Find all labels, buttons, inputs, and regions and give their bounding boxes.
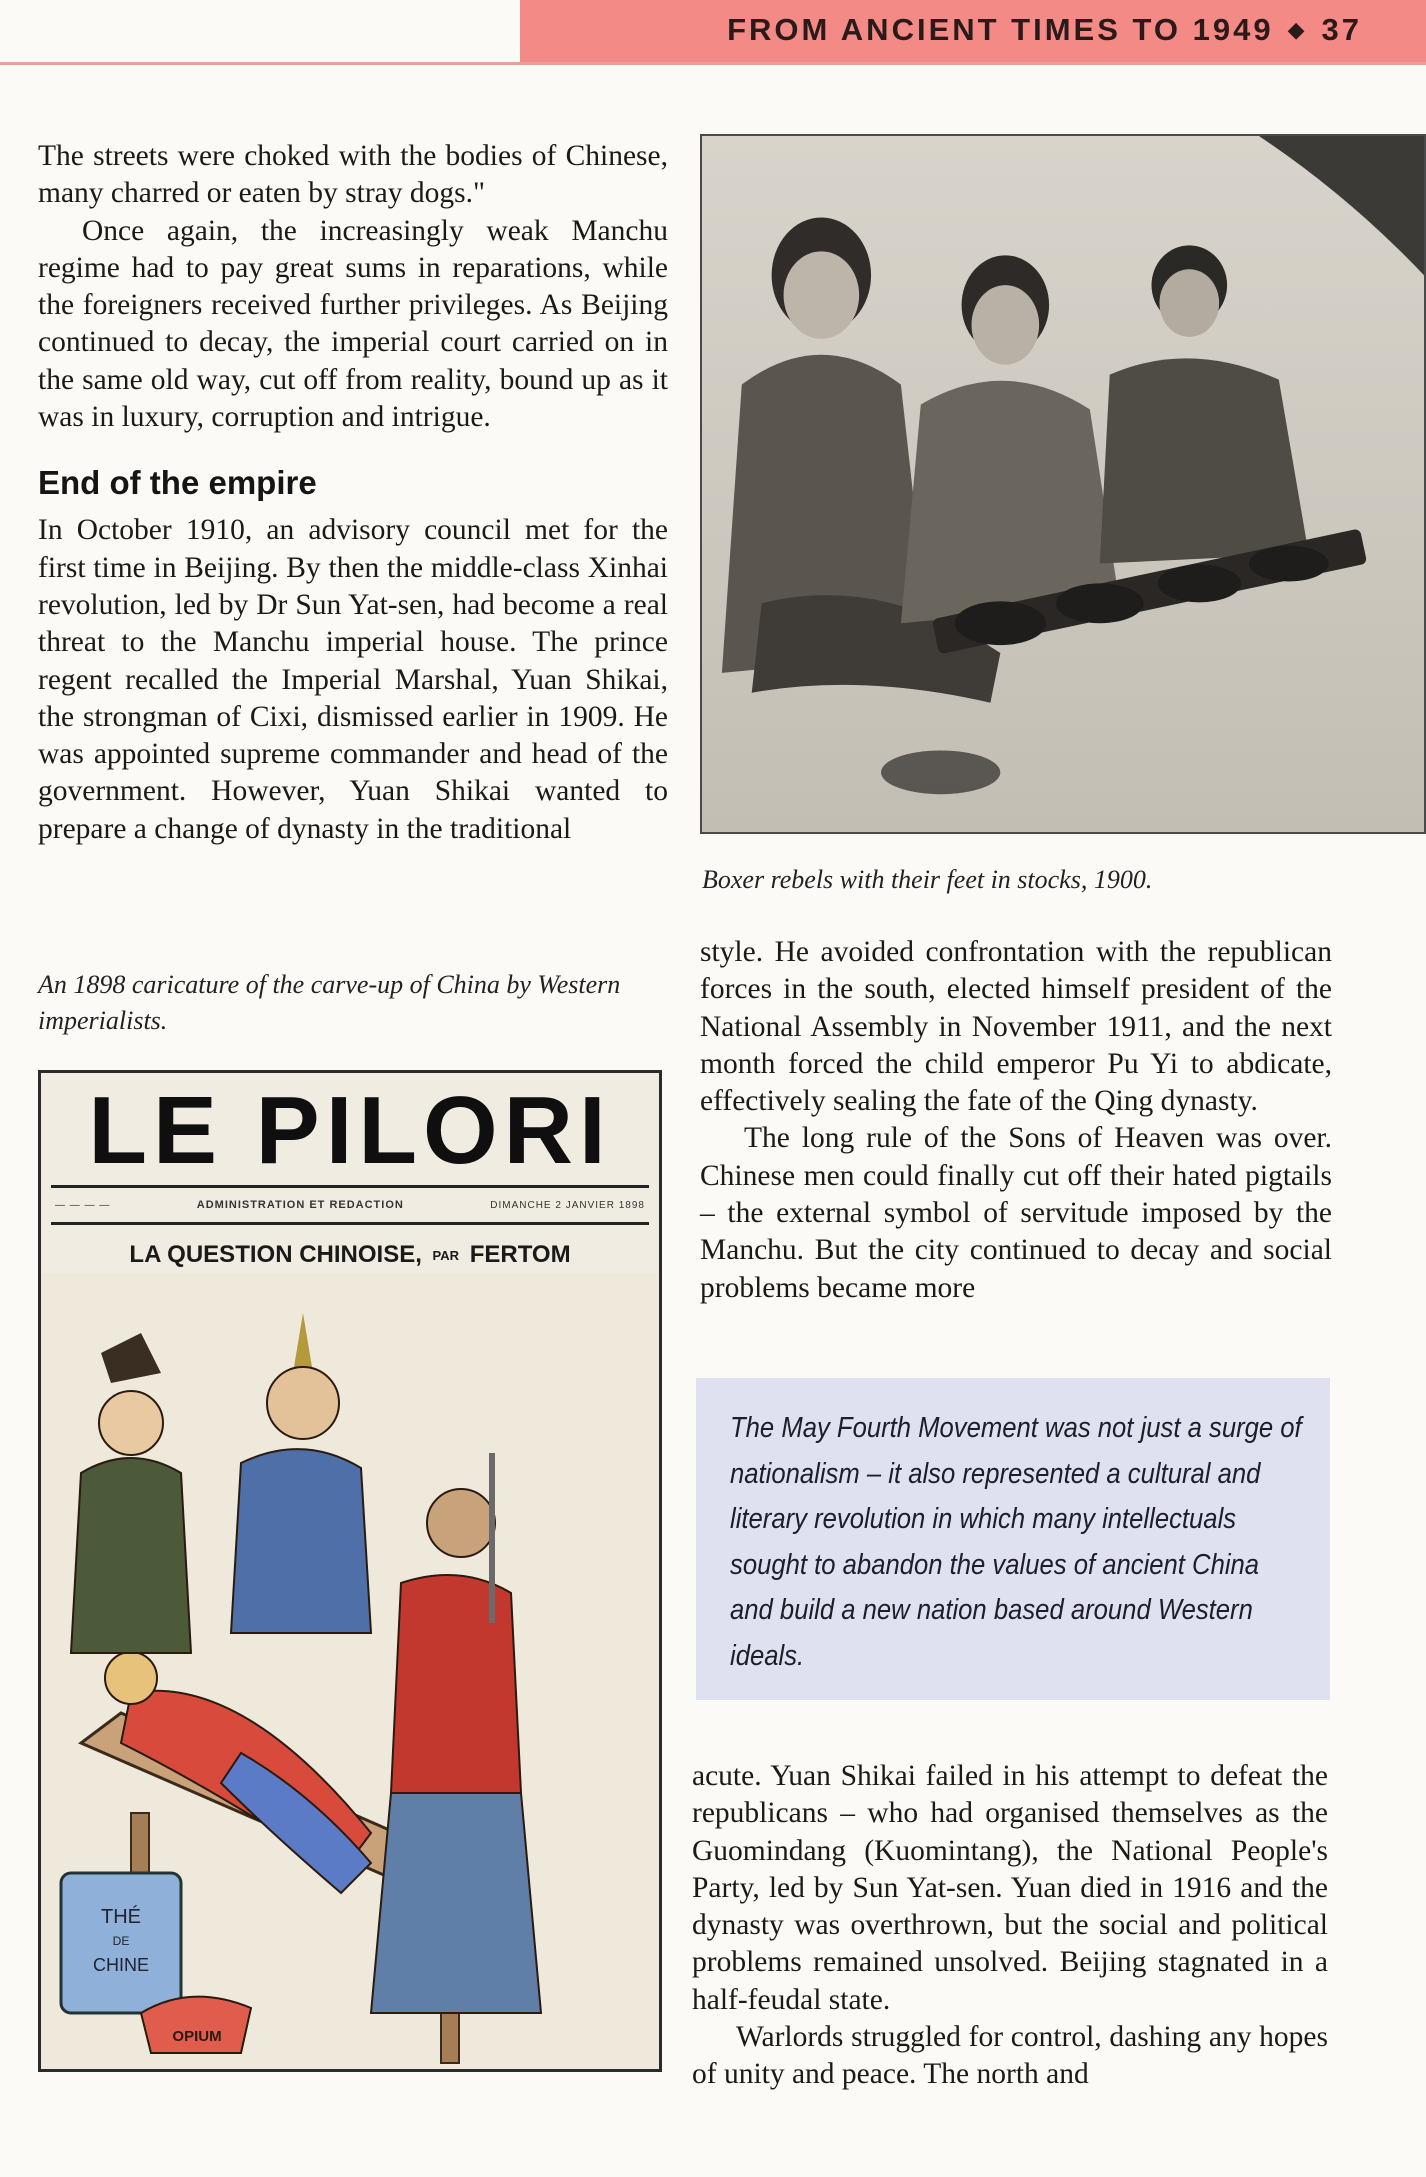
photo-caption: Boxer rebels with their feet in stocks, 1900. [702, 865, 1153, 894]
caricature-art [41, 1273, 659, 2069]
masthead-rule-2 [51, 1222, 649, 1225]
header-rule [0, 62, 1426, 65]
admin-line: ADMINISTRATION ET REDACTION [196, 1199, 404, 1211]
paragraph-manchu-regime: Once again, the increasingly weak Manchu regime had to pay great sums in reparations, while the foreigners received further privileges. As Beijing continued to decay, the imperial court carried on in the same old way, cut off from reality, bound up as it was in luxury, corruption and intrigue. [38, 214, 668, 434]
caricature-illustration [41, 1273, 659, 2069]
running-header [727, 12, 1362, 48]
masthead-fill-left: — — — — [55, 1199, 111, 1211]
le-pilori-caricature [38, 1070, 662, 2072]
header-band [520, 0, 1426, 62]
section-heading: End of the empire [38, 464, 317, 502]
tea-box-label-3: CHINE [92, 1955, 150, 1975]
title-par: PAR [432, 1248, 460, 1263]
caricature-title [41, 1241, 659, 1269]
masthead-subline [41, 1188, 659, 1222]
header-diamond-icon: ◆ [1287, 17, 1308, 42]
title-main: LA QUESTION CHINOISE, [129, 1241, 422, 1268]
right-column-bottom [692, 1758, 1328, 2094]
opium-bag-label: OPIUM [172, 2028, 222, 2045]
left-column [38, 138, 668, 848]
date-line: DIMANCHE 2 JANVIER 1898 [490, 1199, 645, 1211]
title-author: FERTOM [469, 1241, 571, 1268]
page-number: 37 [1321, 12, 1362, 47]
paragraph-yuan-style: style. He avoided confrontation with the republican forces in the south, elected himself president of the National Assembly in November 1911, and the next month forced the child emperor Pu Yi to abdicate, effectively sealing the fate of the Qing dynasty. [700, 936, 1332, 1118]
pull-quote-box [696, 1378, 1330, 1700]
pull-quote: The May Fourth Movement was not just a surge of nationalism – it also represented a cultural and literary revolution in which many intellectuals sought to abandon the values of ancient China and build a new nation based around Western ideals. [730, 1412, 1302, 1672]
right-column-top [700, 934, 1332, 1307]
paragraph-warlords: Warlords struggled for control, dashing any hopes of unity and peace. The north and [692, 2021, 1328, 2091]
left-body-2 [38, 512, 668, 848]
left-body [38, 138, 668, 436]
boxer-rebels-photo [700, 134, 1426, 834]
paragraph-sons-of-heaven: The long rule of the Sons of Heaven was over. Chinese men could finally cut off their hated pigtails – the external symbol of servitude imposed by the Manchu. But the city continued to decay and social problems became more [700, 1122, 1332, 1304]
masthead: LE PILORI [88, 1077, 612, 1184]
tea-box-label-2: DE [112, 1934, 130, 1948]
photo-illustration [702, 136, 1424, 832]
paragraph-advisory-council: In October 1910, an advisory council met for the first time in Beijing. By then the middle-class Xinhai revolution, led by Dr Sun Yat-sen, had become a real threat to the Manchu imperial house. The prince regent recalled the Imperial Marshal, Yuan Shikai, the strongman of Cixi, dismissed earlier in 1909. He was appointed supreme commander and head of the government. However, Yuan Shikai wanted to prepare a change of dynasty in the traditional [38, 514, 668, 845]
paragraph-quote-end: The streets were choked with the bodies of Chinese, many charred or eaten by stray dogs." [38, 140, 668, 210]
caricature-caption: An 1898 caricature of the carve-up of China by Western imperialists. [38, 970, 621, 1035]
tea-box-label-1: THÉ [101, 1906, 141, 1928]
running-header-title: FROM ANCIENT TIMES TO 1949 [727, 12, 1274, 47]
paragraph-acute: acute. Yuan Shikai failed in his attempt to defeat the republicans – who had organised themselves as the Guomindang (Kuomintang), the National People's Party, led by Sun Yat-sen. Yuan died in 1916 and the dynasty was overthrown, but the social and political problems remained unsolved. Beijing stagnated in a half-feudal state. [692, 1760, 1328, 2016]
